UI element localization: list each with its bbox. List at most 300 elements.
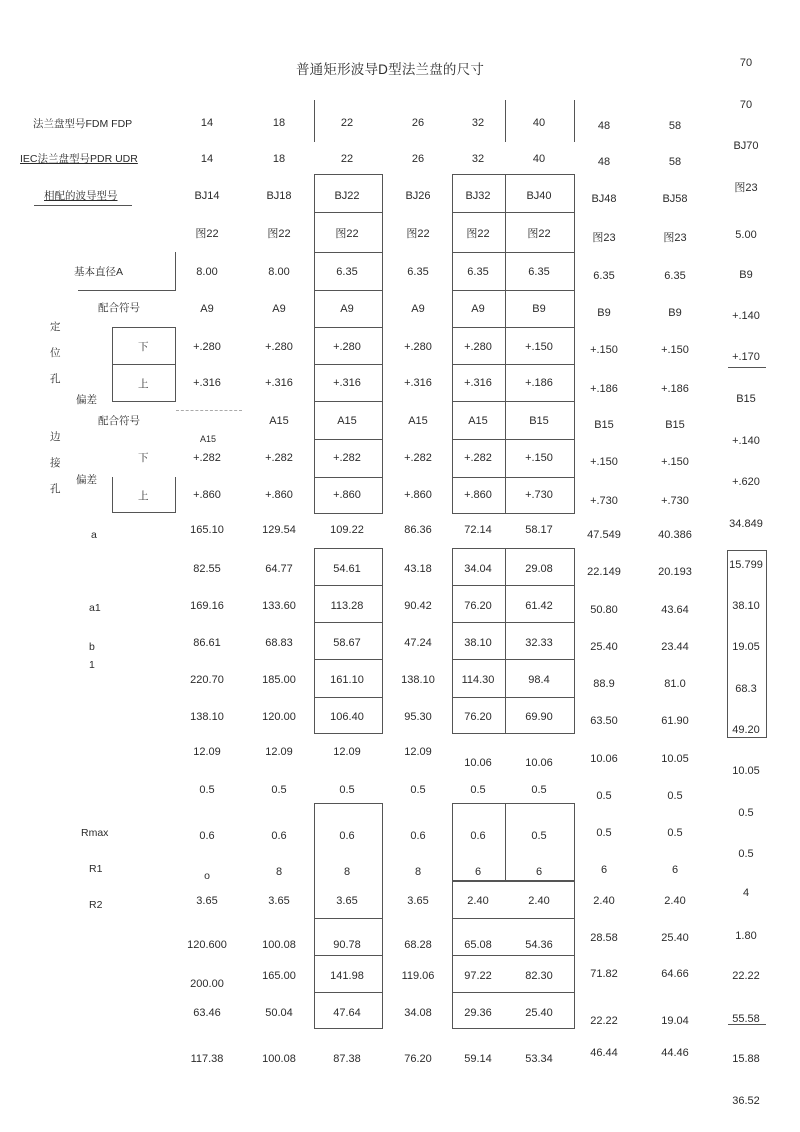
table-cell: 141.98 — [330, 970, 364, 982]
col3-dims-grid-1 — [314, 585, 383, 586]
table-cell: 90.78 — [333, 939, 361, 951]
right-column-cell: 1.80 — [735, 930, 757, 942]
table-cell: +.186 — [661, 383, 689, 395]
table-cell: 0.6 — [470, 830, 486, 842]
right-column-cell: 34.849 — [729, 518, 763, 530]
right-column-cell: +.620 — [732, 476, 760, 488]
table-cell: 6.35 — [336, 266, 358, 278]
table-cell: 22 — [340, 117, 354, 129]
label-a1: a1 — [89, 602, 101, 614]
table-cell: 98.4 — [528, 674, 550, 686]
table-cell: 0.6 — [271, 830, 287, 842]
table-cell: +.860 — [404, 489, 432, 501]
table-cell: BJ18 — [266, 190, 292, 202]
right-column-cell: +.140 — [732, 310, 760, 322]
divider-locating-bottom — [112, 401, 176, 402]
col56-lower-grid-1 — [452, 918, 575, 919]
table-cell: +.150 — [590, 344, 618, 356]
col3-grid-3 — [314, 290, 383, 291]
label-locating-hole-2: 位 — [50, 347, 61, 359]
table-cell: 48 — [597, 156, 611, 168]
label-connect-hole-2: 接 — [50, 457, 61, 469]
table-cell: 106.40 — [330, 711, 364, 723]
table-cell: B9 — [597, 307, 611, 319]
right-column-cell: +.170 — [732, 351, 760, 363]
table-cell: 0.6 — [199, 830, 215, 842]
col3-grid-6 — [314, 401, 383, 402]
table-cell: +.282 — [464, 452, 492, 464]
table-cell: 3.65 — [196, 895, 218, 907]
col56-grid-5 — [452, 364, 575, 365]
table-cell: 76.20 — [404, 1053, 432, 1065]
table-cell: 95.30 — [404, 711, 432, 723]
col56-grid-6 — [452, 401, 575, 402]
table-cell: 25.40 — [661, 932, 689, 944]
table-cell: +.316 — [265, 377, 293, 389]
right-column-cell: 0.5 — [738, 848, 754, 860]
table-cell: 165.10 — [190, 524, 224, 536]
table-cell: 58.67 — [333, 637, 361, 649]
table-cell: 46.44 — [590, 1047, 618, 1059]
table-cell: 18 — [272, 117, 286, 129]
table-cell: A15 — [468, 415, 488, 427]
table-cell: 64.66 — [661, 968, 689, 980]
table-cell: A9 — [272, 303, 286, 315]
table-cell: +.316 — [404, 377, 432, 389]
label-basic-diameter: 基本直径A — [74, 266, 124, 278]
table-cell: 12.09 — [333, 746, 361, 758]
table-cell: 0.5 — [339, 784, 355, 796]
divider-locating-mid — [112, 364, 176, 365]
table-cell: 29.36 — [464, 1007, 492, 1019]
table-cell: 26 — [411, 153, 425, 165]
table-cell: 88.9 — [593, 678, 615, 690]
table-cell: 44.46 — [661, 1047, 689, 1059]
table-cell: A9 — [340, 303, 354, 315]
right-column-cell: 15.88 — [732, 1053, 760, 1065]
col56-grid-2 — [452, 252, 575, 253]
table-cell: 6 — [671, 864, 679, 876]
right-column-cell: 22.22 — [732, 970, 760, 982]
table-cell: 8 — [343, 866, 351, 878]
table-cell: 20.193 — [658, 566, 692, 578]
right-column-cell: 0.5 — [738, 807, 754, 819]
right-column-cell: 5.00 — [735, 229, 757, 241]
table-cell: 34.08 — [404, 1007, 432, 1019]
table-cell: 54.61 — [333, 563, 361, 575]
table-cell: 165.00 — [262, 970, 296, 982]
label-fdm-model: 法兰盘型号FDM FDP — [33, 118, 133, 130]
col7-top-line — [574, 100, 575, 142]
table-cell: 25.40 — [525, 1007, 553, 1019]
table-cell: +.282 — [333, 452, 361, 464]
right-column-cell: 4 — [742, 887, 750, 899]
table-cell: 0.5 — [596, 790, 612, 802]
table-cell: 53.34 — [525, 1053, 553, 1065]
table-cell: 0.5 — [667, 827, 683, 839]
table-cell: 8.00 — [196, 266, 218, 278]
table-cell: 120.600 — [187, 939, 227, 951]
table-cell: 8 — [414, 866, 422, 878]
table-cell: BJ32 — [465, 190, 491, 202]
table-cell: 82.30 — [525, 970, 553, 982]
table-cell: +.150 — [525, 341, 553, 353]
table-cell: 6.35 — [407, 266, 429, 278]
table-cell: 0.5 — [271, 784, 287, 796]
col3-grid-5 — [314, 364, 383, 365]
col56-dims-grid-4 — [452, 697, 575, 698]
table-cell: 48 — [597, 120, 611, 132]
label-fit-symbol-1: 配合符号 — [98, 302, 140, 314]
table-cell: 0.5 — [667, 790, 683, 802]
col56-grid-7 — [452, 439, 575, 440]
label-partial-a15: A15 — [200, 434, 217, 444]
table-cell: +.730 — [590, 495, 618, 507]
table-cell: 0.6 — [410, 830, 426, 842]
table-cell: 10.05 — [661, 753, 689, 765]
label-r2: R2 — [89, 899, 103, 911]
table-cell: 12.09 — [404, 746, 432, 758]
table-cell: 6.35 — [593, 270, 615, 282]
table-cell: 87.38 — [333, 1053, 361, 1065]
label-r1: R1 — [89, 863, 103, 875]
table-cell: 23.44 — [661, 641, 689, 653]
col3-lower-grid-1 — [314, 918, 383, 919]
right-underline-1 — [728, 367, 766, 368]
table-cell: 图22 — [335, 228, 359, 240]
table-cell: 54.36 — [525, 939, 553, 951]
table-cell: 0.5 — [531, 830, 547, 842]
col56-grid-1 — [452, 212, 575, 213]
col3-grid-4 — [314, 327, 383, 328]
label-locating-hole-3: 孔 — [50, 373, 61, 385]
col56-grid-4 — [452, 327, 575, 328]
col56-divider-upper — [505, 174, 506, 514]
table-cell: +.282 — [265, 452, 293, 464]
col56-dims-grid-1 — [452, 585, 575, 586]
table-cell: 47.24 — [404, 637, 432, 649]
table-cell: 58 — [668, 156, 682, 168]
table-cell: 69.90 — [525, 711, 553, 723]
table-cell: 图22 — [466, 228, 490, 240]
table-cell: 0.5 — [470, 784, 486, 796]
table-cell: A9 — [471, 303, 485, 315]
table-cell: 6 — [535, 866, 543, 878]
table-cell: A15 — [408, 415, 428, 427]
table-cell: 61.42 — [525, 600, 553, 612]
right-column-cell: 68.3 — [735, 683, 757, 695]
table-cell: 38.10 — [464, 637, 492, 649]
col3-dims-grid-4 — [314, 697, 383, 698]
table-cell: 25.40 — [590, 641, 618, 653]
label-connect-hole-3: 孔 — [50, 483, 61, 495]
table-cell: BJ40 — [526, 190, 552, 202]
table-cell: 113.28 — [330, 600, 364, 612]
table-cell: B9 — [532, 303, 546, 315]
table-cell: +.150 — [661, 456, 689, 468]
label-deviation-2: 偏差 — [76, 474, 97, 486]
table-cell: 76.20 — [464, 600, 492, 612]
table-cell: +.316 — [464, 377, 492, 389]
table-cell: 40.386 — [658, 529, 692, 541]
col56-dims-grid-2 — [452, 622, 575, 623]
table-cell: 161.10 — [330, 674, 364, 686]
table-cell: +.282 — [193, 452, 221, 464]
table-cell: 22 — [340, 153, 354, 165]
table-cell: 26 — [411, 117, 425, 129]
table-cell: 图22 — [406, 228, 430, 240]
table-cell: 图22 — [527, 228, 551, 240]
table-cell: 6.35 — [467, 266, 489, 278]
table-cell: +.150 — [661, 344, 689, 356]
table-cell: +.280 — [404, 341, 432, 353]
table-cell: 109.22 — [330, 524, 364, 536]
table-cell: 100.08 — [262, 1053, 296, 1065]
table-cell: 图23 — [592, 232, 616, 244]
divider-connect-left — [112, 477, 113, 513]
table-cell: 14 — [200, 117, 214, 129]
table-cell: BJ26 — [405, 190, 431, 202]
table-cell: B15 — [529, 415, 549, 427]
table-cell: 19.04 — [661, 1015, 689, 1027]
label-waveguide-model: 相配的波导型号 — [44, 190, 118, 202]
table-cell: 61.90 — [661, 715, 689, 727]
table-cell: +.282 — [404, 452, 432, 464]
table-cell: 图22 — [195, 228, 219, 240]
col3-lower-grid-3 — [314, 992, 383, 993]
table-cell: 65.08 — [464, 939, 492, 951]
table-cell: 0.5 — [199, 784, 215, 796]
table-cell: 138.10 — [190, 711, 224, 723]
divider-locating-top — [112, 327, 176, 328]
right-column-cell: +.140 — [732, 435, 760, 447]
right-column-cell: B15 — [736, 393, 756, 405]
table-cell: 6.35 — [664, 270, 686, 282]
table-cell: 图22 — [267, 228, 291, 240]
table-cell: 3.65 — [407, 895, 429, 907]
table-cell: A15 — [269, 415, 289, 427]
table-cell: 0.5 — [531, 784, 547, 796]
right-column-cell: 55.58 — [732, 1013, 760, 1025]
table-cell: 133.60 — [262, 600, 296, 612]
table-cell: 12.09 — [193, 746, 221, 758]
table-cell: 0.5 — [596, 827, 612, 839]
table-cell: 71.82 — [590, 968, 618, 980]
table-cell: 119.06 — [401, 970, 435, 982]
table-cell: 72.14 — [464, 524, 492, 536]
col56-dims-grid-3 — [452, 659, 575, 660]
page-title: 普通矩形波导D型法兰盘的尺寸 — [295, 62, 485, 77]
table-cell: 22.149 — [587, 566, 621, 578]
table-cell: 97.22 — [464, 970, 492, 982]
divider-connect-right — [175, 477, 176, 513]
right-column-cell: 49.20 — [732, 724, 760, 736]
right-column-cell: 19.05 — [732, 641, 760, 653]
table-cell: 32 — [471, 117, 485, 129]
table-cell: 43.64 — [661, 604, 689, 616]
table-cell: 40 — [532, 153, 546, 165]
right-column-cell: 70 — [739, 57, 753, 69]
table-cell: 43.18 — [404, 563, 432, 575]
table-cell: 86.36 — [404, 524, 432, 536]
table-cell: 29.08 — [525, 563, 553, 575]
table-cell: 18 — [272, 153, 286, 165]
dashed-connector — [176, 410, 242, 411]
table-cell: 76.20 — [464, 711, 492, 723]
table-cell: +.280 — [464, 341, 492, 353]
table-cell: 2.40 — [593, 895, 615, 907]
table-cell: 0.5 — [410, 784, 426, 796]
table-cell: 59.14 — [464, 1053, 492, 1065]
table-cell: 10.06 — [464, 757, 492, 769]
col3-grid-8 — [314, 477, 383, 478]
table-cell: B15 — [665, 419, 685, 431]
table-cell: 14 — [200, 153, 214, 165]
col56-grid-3 — [452, 290, 575, 291]
table-cell: 6 — [474, 866, 482, 878]
table-cell: 185.00 — [262, 674, 296, 686]
right-column-cell: 38.10 — [732, 600, 760, 612]
label-lower-2: 下 — [138, 452, 149, 464]
right-column-cell: 70 — [739, 99, 753, 111]
table-cell: BJ58 — [662, 193, 688, 205]
table-cell: 3.65 — [336, 895, 358, 907]
right-column-cell: 15.799 — [729, 559, 763, 571]
label-upper-1: 上 — [138, 378, 149, 390]
table-cell: 32 — [471, 153, 485, 165]
table-cell: 50.80 — [590, 604, 618, 616]
table-cell: A9 — [411, 303, 425, 315]
table-cell: 58 — [668, 120, 682, 132]
col3-grid-7 — [314, 439, 383, 440]
table-cell: +.150 — [590, 456, 618, 468]
table-cell: 6 — [600, 864, 608, 876]
table-cell: +.860 — [193, 489, 221, 501]
table-cell: 图23 — [663, 232, 687, 244]
table-cell: 117.38 — [190, 1053, 224, 1065]
label-iec-model: IEC法兰盘型号PDR UDR — [20, 153, 138, 165]
table-cell: +.316 — [193, 377, 221, 389]
table-cell: 81.0 — [664, 678, 686, 690]
table-cell: 114.30 — [461, 674, 495, 686]
table-cell: 47.64 — [333, 1007, 361, 1019]
table-cell: 138.10 — [401, 674, 435, 686]
table-cell: 34.04 — [464, 563, 492, 575]
table-cell: 2.40 — [528, 895, 550, 907]
col3-lower-grid-2 — [314, 955, 383, 956]
table-cell: 90.42 — [404, 600, 432, 612]
table-cell: 68.83 — [265, 637, 293, 649]
label-connect-hole-1: 边 — [50, 431, 61, 443]
table-cell: 32.33 — [525, 637, 553, 649]
table-cell: 47.549 — [587, 529, 621, 541]
divider-basic-diameter — [175, 252, 176, 290]
col56-lower-grid-2 — [452, 955, 575, 956]
table-cell: +.150 — [525, 452, 553, 464]
label-b: b — [89, 641, 95, 653]
label-upper-2: 上 — [138, 490, 149, 502]
table-cell: BJ48 — [591, 193, 617, 205]
label-fit-symbol-2: 配合符号 — [98, 415, 140, 427]
table-cell: +.186 — [525, 377, 553, 389]
table-cell: 100.08 — [262, 939, 296, 951]
table-cell: +.280 — [193, 341, 221, 353]
table-cell: 8.00 — [268, 266, 290, 278]
table-cell: 63.50 — [590, 715, 618, 727]
table-cell: 3.65 — [268, 895, 290, 907]
table-cell: 64.77 — [265, 563, 293, 575]
col3-grid-2 — [314, 252, 383, 253]
table-cell: 169.16 — [190, 600, 224, 612]
table-cell: +.860 — [265, 489, 293, 501]
divider-waveguide-label — [34, 205, 132, 206]
table-cell: 120.00 — [262, 711, 296, 723]
table-cell: 40 — [532, 117, 546, 129]
divider-connect-bottom — [112, 512, 176, 513]
table-cell: 2.40 — [664, 895, 686, 907]
col3-grid-1 — [314, 212, 383, 213]
table-cell: 8 — [275, 866, 283, 878]
table-cell: +.280 — [265, 341, 293, 353]
col3-top-left — [314, 100, 315, 142]
table-cell: 220.70 — [190, 674, 224, 686]
table-cell: BJ14 — [194, 190, 220, 202]
table-cell: A15 — [337, 415, 357, 427]
right-column-cell: 36.52 — [732, 1095, 760, 1107]
table-cell: 68.28 — [404, 939, 432, 951]
table-cell: 50.04 — [265, 1007, 293, 1019]
label-lower-1: 下 — [138, 341, 149, 353]
table-cell: 200.00 — [190, 978, 224, 990]
divider-basic-diameter-bottom — [78, 290, 176, 291]
table-cell: 82.55 — [193, 563, 221, 575]
table-cell: 58.17 — [525, 524, 553, 536]
col56-divider-dims — [505, 548, 506, 734]
table-cell: +.860 — [333, 489, 361, 501]
table-cell: 10.06 — [525, 757, 553, 769]
table-cell: +.730 — [661, 495, 689, 507]
label-b1: 1 — [89, 659, 95, 671]
label-deviation-1: 偏差 — [76, 394, 97, 406]
table-cell: 28.58 — [590, 932, 618, 944]
table-cell: B9 — [668, 307, 682, 319]
table-cell: 6.35 — [528, 266, 550, 278]
table-cell: 2.40 — [467, 895, 489, 907]
table-cell: 22.22 — [590, 1015, 618, 1027]
right-column-cell: 图23 — [734, 182, 758, 194]
table-cell: 129.54 — [262, 524, 296, 536]
table-cell: B15 — [594, 419, 614, 431]
right-column-cell: BJ70 — [733, 140, 759, 152]
table-cell: +.860 — [464, 489, 492, 501]
table-cell: BJ22 — [334, 190, 360, 202]
col56-lower-grid-3 — [452, 992, 575, 993]
col56-grid-8 — [452, 477, 575, 478]
table-cell: +.316 — [333, 377, 361, 389]
table-cell: +.280 — [333, 341, 361, 353]
right-column-cell: 10.05 — [732, 765, 760, 777]
col3-dims-grid-2 — [314, 622, 383, 623]
label-rmax: Rmax — [81, 827, 109, 839]
right-column-cell: B9 — [739, 269, 753, 281]
table-cell: 10.06 — [590, 753, 618, 765]
table-cell: 86.61 — [193, 637, 221, 649]
col6-top-right — [505, 100, 506, 142]
table-cell: +.730 — [525, 489, 553, 501]
table-cell: +.186 — [590, 383, 618, 395]
label-a: a — [91, 529, 97, 541]
stray-o-mark: o — [204, 870, 210, 882]
